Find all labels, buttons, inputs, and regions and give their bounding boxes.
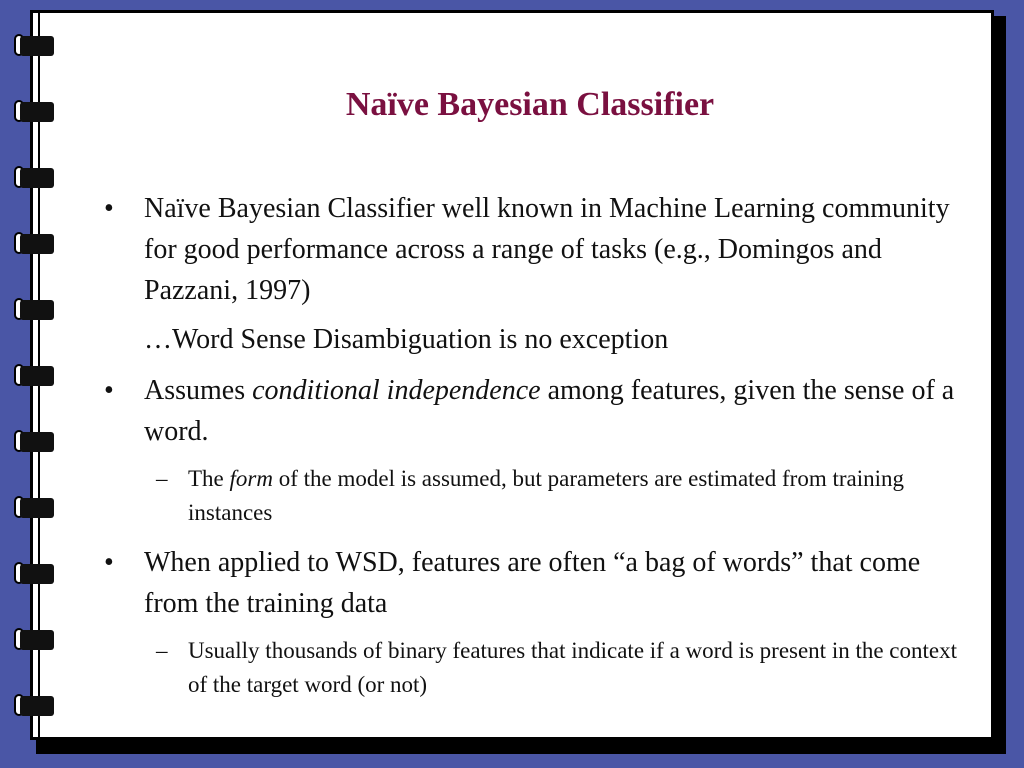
sub-bullet-dash: – [156, 638, 168, 663]
bullet-2 [100, 370, 980, 452]
sub-bullet-dash: – [156, 466, 168, 491]
notebook-spiral-ring-icon [14, 626, 54, 652]
notebook-spiral-ring-icon [14, 230, 54, 256]
sub-bullet-3 [100, 634, 980, 702]
slide-content [100, 188, 980, 702]
bullet-dot: • [104, 547, 114, 578]
sub-bullet-2-text-after: of the model is assumed, but parameters are estimated from training instances [188, 466, 904, 525]
sub-bullet-2-text-italic: form [229, 466, 273, 491]
bullet-2-text-italic: conditional independence [252, 375, 541, 406]
sub-bullet-2 [100, 462, 980, 530]
notebook-spiral-ring-icon [14, 32, 54, 58]
bullet-dot: • [104, 193, 114, 224]
notebook-spiral-ring-icon [14, 428, 54, 454]
notebook-spiral-ring-icon [14, 362, 54, 388]
bullet-2-text-after: among features, given the sense of a word. [144, 375, 955, 447]
bullet-1 [100, 188, 980, 311]
bullet-3 [100, 542, 980, 624]
bullet-1-text: Naïve Bayesian Classifier well known in Machine Learning community for good performance across a range of tasks (e.g., Domingos and Pazzani, 1997) [144, 193, 950, 306]
bullet-1-continuation: …Word Sense Disambiguation is no exception [144, 324, 669, 355]
notebook-spiral-ring-icon [14, 164, 54, 190]
sub-bullet-2-text-before: The [188, 466, 230, 491]
bullet-2-text-before: Assumes [144, 375, 253, 406]
sub-bullet-3-text: Usually thousands of binary features that indicate if a word is present in the context of the target word (or not) [188, 638, 958, 697]
notebook-spiral-ring-icon [14, 692, 54, 718]
slide-title: Naïve Bayesian Classifier [345, 86, 715, 123]
notebook-spiral-ring-icon [14, 494, 54, 520]
notebook-spiral-ring-icon [14, 98, 54, 124]
bullet-3-text: When applied to WSD, features are often “a bag of words” that come from the training data [144, 547, 921, 619]
notebook-spiral-ring-icon [14, 560, 54, 586]
bullet-dot: • [104, 375, 114, 406]
notebook-spiral-ring-icon [14, 296, 54, 322]
